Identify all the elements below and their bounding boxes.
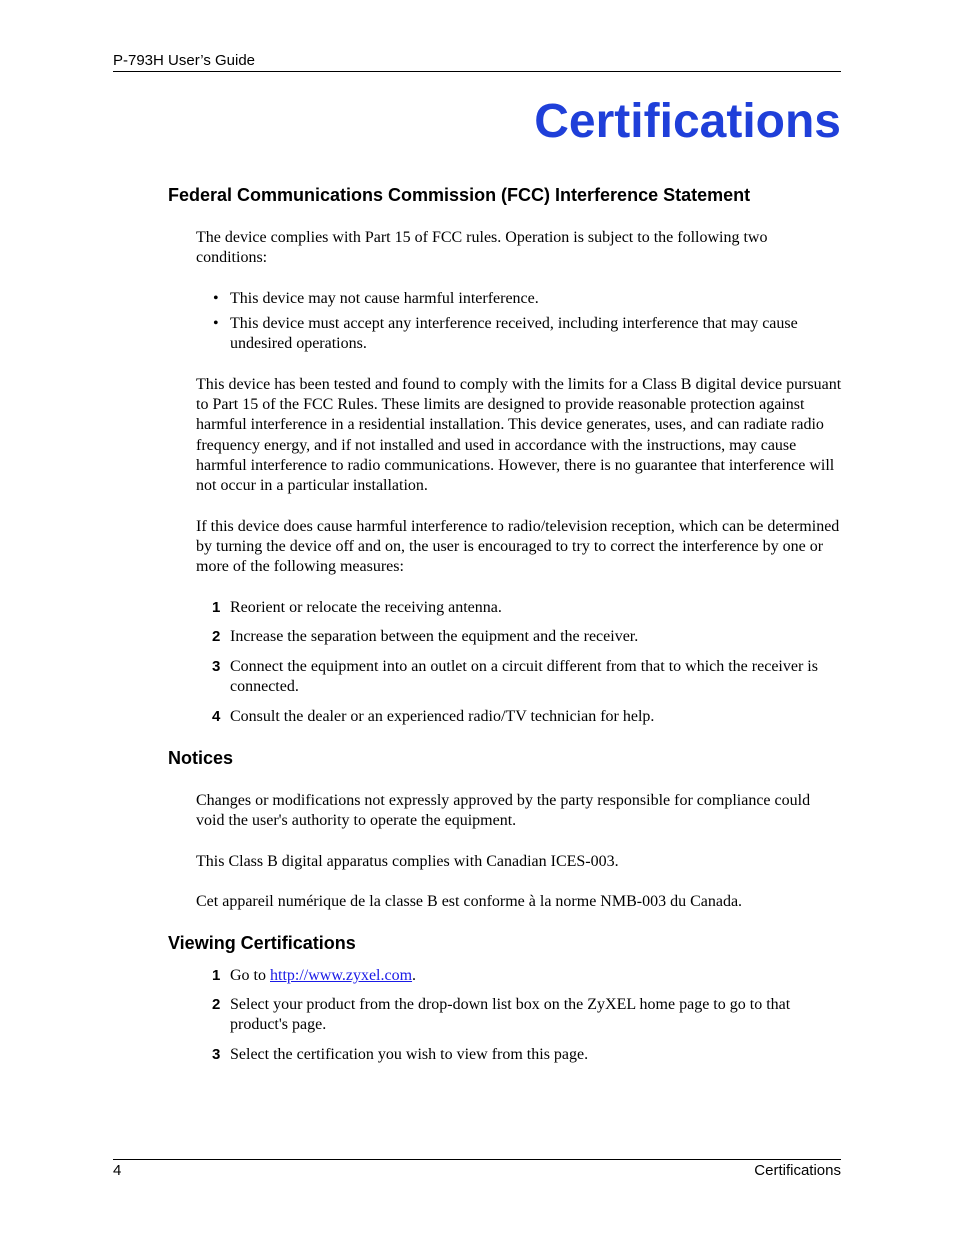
measure-text: Connect the equipment into an outlet on a circuit different from that to which the receiver is connected. xyxy=(230,658,818,696)
fcc-tested-paragraph: This device has been tested and found to comply with the limits for a Class B digital device pursuant to Part 15 of the FCC Rules. These limits are designed to provide reasonable protection against harmful interference in a residential installation. This device generates, uses, and can radiate radio frequency energy, and if not installed and used in accordance with the instructions, may cause harmful interference to radio communications. However, there is no guarantee that interference will not occur in a particular installation. xyxy=(196,376,842,495)
measure-text: Consult the dealer or an experienced radio/TV technician for help. xyxy=(230,708,655,725)
step-text: Select the certification you wish to view from this page. xyxy=(230,1046,589,1063)
guide-title: P-793H User’s Guide xyxy=(113,52,256,69)
step-number: 4 xyxy=(212,708,221,725)
step-number: 1 xyxy=(212,599,221,616)
list-item xyxy=(210,627,842,647)
list-item xyxy=(210,995,842,1035)
bullet-marker: • xyxy=(213,290,219,307)
page-number: 4 xyxy=(113,1162,122,1179)
step-text xyxy=(230,966,842,986)
notices-changes: Changes or modifications not expressly approved by the party responsible for compliance could void the user's authority to operate the equipment. xyxy=(196,792,811,830)
condition-text: This device must accept any interference received, including interference that may cause undesired operations. xyxy=(230,315,798,353)
notices-heading: Notices xyxy=(168,748,234,768)
step-suffix: . xyxy=(412,967,417,984)
list-item xyxy=(210,966,842,986)
page-title: Certifications xyxy=(534,95,841,148)
viewing-heading: Viewing Certifications xyxy=(168,933,356,953)
condition-text: This device may not cause harmful interference. xyxy=(230,290,539,307)
list-item xyxy=(210,707,842,727)
list-item xyxy=(210,1045,842,1065)
fcc-interference-paragraph: If this device does cause harmful interference to radio/television reception, which can be determined by turning the device off and on, the user is encouraged to try to correct the interference by one or more of the following measures: xyxy=(196,518,840,576)
list-item xyxy=(210,657,842,697)
fcc-intro: The device complies with Part 15 of FCC rules. Operation is subject to the following two conditions: xyxy=(196,229,768,267)
zyxel-link[interactable]: http://www.zyxel.com xyxy=(270,967,413,984)
step-number: 2 xyxy=(212,628,221,645)
list-item xyxy=(210,314,842,354)
list-item xyxy=(210,598,842,618)
step-prefix: Go to xyxy=(230,967,270,984)
footer-section: Certifications xyxy=(754,1162,841,1179)
step-text: Select your product from the drop-down list box on the ZyXEL home page to go to that product's page. xyxy=(230,996,791,1034)
notices-class-b-fr: Cet appareil numérique de la classe B est conforme à la norme NMB-003 du Canada. xyxy=(196,893,743,910)
step-number: 1 xyxy=(212,967,221,984)
notices-class-b-en: This Class B digital apparatus complies with Canadian ICES-003. xyxy=(196,853,619,870)
step-number: 3 xyxy=(212,1046,221,1063)
fcc-heading: Federal Communications Commission (FCC) Interference Statement xyxy=(168,185,751,205)
step-number: 3 xyxy=(212,658,221,675)
bullet-marker: • xyxy=(213,315,219,332)
step-number: 2 xyxy=(212,996,221,1013)
measure-text: Reorient or relocate the receiving antenna. xyxy=(230,599,502,616)
list-item xyxy=(210,289,842,309)
footer-rule xyxy=(113,1159,841,1160)
header-rule xyxy=(113,71,841,72)
measure-text: Increase the separation between the equipment and the receiver. xyxy=(230,628,639,645)
